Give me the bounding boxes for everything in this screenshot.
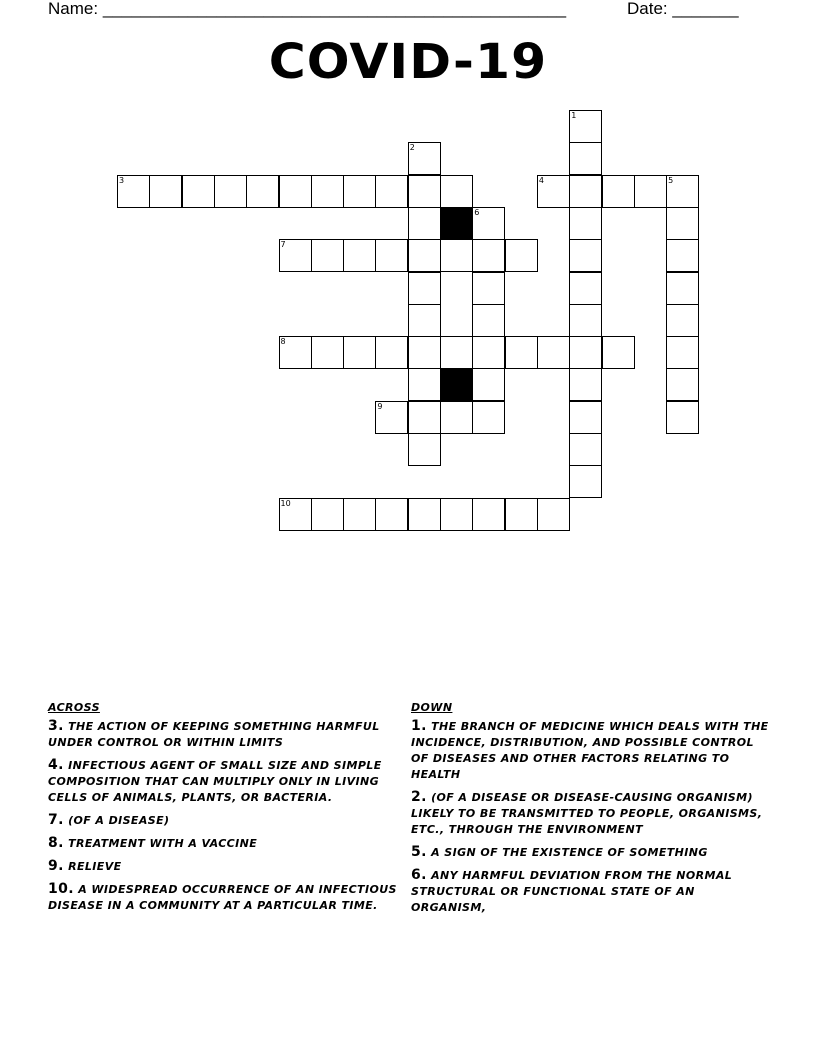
cell-number: 5 [668,175,674,185]
crossword-block [440,368,473,401]
crossword-cell[interactable] [343,175,376,208]
crossword-cell[interactable] [569,110,602,143]
crossword-cell[interactable] [666,272,699,305]
crossword-cell[interactable] [569,336,602,369]
crossword-cell[interactable] [343,498,376,531]
crossword-block [440,207,473,240]
date-blank[interactable]: _______ [672,0,739,18]
crossword-cell[interactable] [375,498,408,531]
cell-number: 10 [280,498,291,508]
cell-number: 8 [280,337,286,347]
down-clues [411,700,771,922]
crossword-cell[interactable] [408,142,441,175]
crossword-cell[interactable] [569,304,602,337]
crossword-cell[interactable] [440,336,473,369]
crossword-cell[interactable] [569,465,602,498]
cell-number: 6 [474,207,480,217]
crossword-cell[interactable] [602,336,635,369]
crossword-cell[interactable] [311,498,344,531]
crossword-cell[interactable] [537,336,570,369]
crossword-cell[interactable] [569,175,602,208]
crossword-cell[interactable] [279,239,312,272]
crossword-cell[interactable] [472,304,505,337]
crossword-cell[interactable] [505,498,538,531]
crossword-cell[interactable] [408,336,441,369]
crossword-cell[interactable] [182,175,215,208]
crossword-cell[interactable] [149,175,182,208]
cell-number: 9 [377,401,383,411]
crossword-cell[interactable] [343,239,376,272]
crossword-cell[interactable] [569,401,602,434]
clue-down-5: 5. A SIGN OF THE EXISTENCE OF SOMETHING [411,844,708,860]
crossword-cell[interactable] [279,498,312,531]
crossword-cell[interactable] [472,368,505,401]
crossword-cell[interactable] [408,175,441,208]
crossword-cell[interactable] [311,239,344,272]
crossword-cell[interactable] [440,498,473,531]
crossword-cell[interactable] [440,401,473,434]
clue-across-10: 10. A WIDESPREAD OCCURRENCE OF AN INFECTIOUS DISEASE IN A COMMUNITY AT A PARTICULAR TIME. [48,881,397,912]
crossword-cell[interactable] [408,498,441,531]
crossword-cell[interactable] [472,401,505,434]
crossword-cell[interactable] [505,336,538,369]
crossword-cell[interactable] [666,207,699,240]
crossword-cell[interactable] [666,304,699,337]
crossword-cell[interactable] [569,239,602,272]
cell-number: 1 [571,111,577,120]
crossword-cell[interactable] [408,368,441,401]
crossword-cell[interactable] [408,304,441,337]
down-heading: DOWN [411,701,453,714]
name-blank[interactable]: _________________________________________________ [102,0,567,18]
crossword-cell[interactable] [117,175,150,208]
crossword-cell[interactable] [440,239,473,272]
crossword-cell[interactable] [505,239,538,272]
clue-down-2: 2. (OF A DISEASE OR DISEASE-CAUSING ORGANISM) LIKELY TO BE TRANSMITTED TO PEOPLE, ORGANISMS, ETC., THROUGH THE ENVIRONMENT [411,789,763,836]
cell-number: 2 [409,143,415,153]
name-label: Name: [48,0,99,18]
crossword-cell[interactable] [666,239,699,272]
crossword-cell[interactable] [311,175,344,208]
across-heading: ACROSS [48,701,100,714]
crossword-cell[interactable] [440,175,473,208]
crossword-cell[interactable] [569,272,602,305]
crossword-cell[interactable] [537,498,570,531]
across-clues [48,700,408,920]
crossword-cell[interactable] [408,239,441,272]
crossword-cell[interactable] [311,336,344,369]
crossword-cell[interactable] [246,175,279,208]
cell-number: 7 [280,240,286,250]
clue-across-9: 9. RELIEVE [48,858,122,874]
crossword-cell[interactable] [569,433,602,466]
crossword-cell[interactable] [634,175,667,208]
crossword-cell[interactable] [569,142,602,175]
clue-down-6: 6. ANY HARMFUL DEVIATION FROM THE NORMAL STRUCTURAL OR FUNCTIONAL STATE OF AN ORGANISM, [411,867,733,914]
crossword-cell[interactable] [472,207,505,240]
crossword-cell[interactable] [279,336,312,369]
crossword-cell[interactable] [472,239,505,272]
clue-across-8: 8. TREATMENT WITH A VACCINE [48,835,258,851]
crossword-cell[interactable] [375,336,408,369]
crossword-cell[interactable] [214,175,247,208]
crossword-cell[interactable] [408,433,441,466]
crossword-cell[interactable] [472,272,505,305]
clue-across-4: 4. INFECTIOUS AGENT OF SMALL SIZE AND SIMPLE COMPOSITION THAT CAN MULTIPLY ONLY IN LIVING CELLS OF ANIMALS, PLANTS, OR BACTERIA. [48,757,382,804]
crossword-cell[interactable] [666,401,699,434]
crossword-cell[interactable] [666,175,699,208]
crossword-cell[interactable] [666,368,699,401]
crossword-cell[interactable] [537,175,570,208]
page-title: COVID-19 [268,34,548,90]
crossword-cell[interactable] [408,272,441,305]
clue-across-3: 3. THE ACTION OF KEEPING SOMETHING HARMFUL UNDER CONTROL OR WITHIN LIMITS [48,718,380,749]
crossword-cell[interactable] [375,239,408,272]
crossword-cell[interactable] [472,498,505,531]
cell-number: 4 [538,175,544,185]
crossword-cell[interactable] [602,175,635,208]
date-label: Date: [627,0,668,18]
crossword-cell[interactable] [569,207,602,240]
clue-down-1: 1. THE BRANCH OF MEDICINE WHICH DEALS WITH THE INCIDENCE, DISTRIBUTION, AND POSSIBLE CONTROL OF DISEASES AND OTHER FACTORS RELATING TO HEALTH [411,718,769,781]
crossword-cell[interactable] [408,401,441,434]
cell-number: 3 [119,175,125,185]
crossword-cell[interactable] [375,401,408,434]
crossword-cell[interactable] [666,336,699,369]
crossword-cell[interactable] [343,336,376,369]
crossword-cell[interactable] [375,175,408,208]
crossword-cell[interactable] [569,368,602,401]
clue-across-7: 7. (OF A DISEASE) [48,812,170,828]
crossword-cell[interactable] [279,175,312,208]
crossword-cell[interactable] [472,336,505,369]
crossword-cell[interactable] [408,207,441,240]
